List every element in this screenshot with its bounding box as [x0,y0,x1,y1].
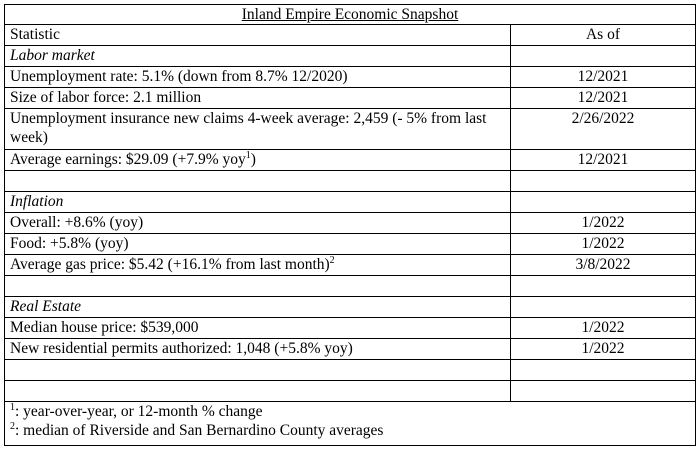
title-row [5,5,696,25]
statistic-cell [5,255,511,276]
footnote-2 [10,421,695,440]
footnote-mark: 1 [245,149,251,161]
empty-cell [511,276,696,297]
spacer-row [5,276,696,297]
date-cell: 12/2021 [511,88,696,109]
footnote-1 [10,402,695,421]
section-row-labor [5,46,696,67]
empty-cell [5,171,511,192]
footnote-text: : median of Riverside and San Bernardino County averages [15,422,384,439]
table-row [5,234,696,255]
statistic-text: Average earnings: $29.09 (+7.9% yoy [10,151,246,168]
spacer-row [5,171,696,192]
table-row [5,255,696,276]
header-row [5,25,696,46]
empty-cell [511,192,696,213]
table-title-cell [5,5,696,25]
empty-cell [5,360,511,381]
statistic-cell: Unemployment rate: 5.1% (down from 8.7% 12/2020) [5,67,511,88]
date-cell: 1/2022 [511,318,696,339]
economic-snapshot-table [4,4,696,446]
date-cell: 12/2021 [511,67,696,88]
header-as-of: As of [511,25,696,46]
statistic-cell [5,150,511,171]
statistic-cell: Size of labor force: 2.1 million [5,88,511,109]
table-row [5,88,696,109]
section-row-real-estate [5,297,696,318]
section-label-inflation: Inflation [5,192,511,213]
statistic-text: Average gas price: $5.42 (+16.1% from last month) [10,256,330,273]
spacer-row [5,360,696,381]
section-label-labor: Labor market [5,46,511,67]
footnote-mark: 2 [329,254,335,266]
statistic-cell: Unemployment insurance new claims 4-week average: 2,459 (- 5% from last week) [5,109,511,150]
footnote-text: : year-over-year, or 12-month % change [15,403,263,420]
table-row [5,109,696,150]
empty-cell [511,46,696,67]
footnote-mark: 2 [10,420,15,432]
section-label-real-estate: Real Estate [5,297,511,318]
empty-cell [511,360,696,381]
statistic-cell: New residential permits authorized: 1,048 (+5.8% yoy) [5,339,511,360]
spacer-row [5,381,696,402]
footnotes-cell [5,402,696,446]
empty-cell [511,297,696,318]
statistic-cell: Overall: +8.6% (yoy) [5,213,511,234]
date-cell: 1/2022 [511,234,696,255]
statistic-cell: Median house price: $539,000 [5,318,511,339]
empty-cell [5,381,511,402]
date-cell: 2/26/2022 [511,109,696,150]
footnotes-row [5,402,696,446]
date-cell: 1/2022 [511,213,696,234]
empty-cell [511,171,696,192]
table-row [5,213,696,234]
table-title: Inland Empire Economic Snapshot [241,6,459,23]
table-row [5,150,696,171]
table-row [5,67,696,88]
table-row [5,318,696,339]
header-statistic: Statistic [5,25,511,46]
table-row [5,339,696,360]
statistic-cell: Food: +5.8% (yoy) [5,234,511,255]
footnote-mark: 1 [10,401,15,413]
date-cell: 12/2021 [511,150,696,171]
statistic-text-after: ) [250,151,256,168]
empty-cell [511,381,696,402]
date-cell: 1/2022 [511,339,696,360]
empty-cell [5,276,511,297]
date-cell: 3/8/2022 [511,255,696,276]
section-row-inflation [5,192,696,213]
